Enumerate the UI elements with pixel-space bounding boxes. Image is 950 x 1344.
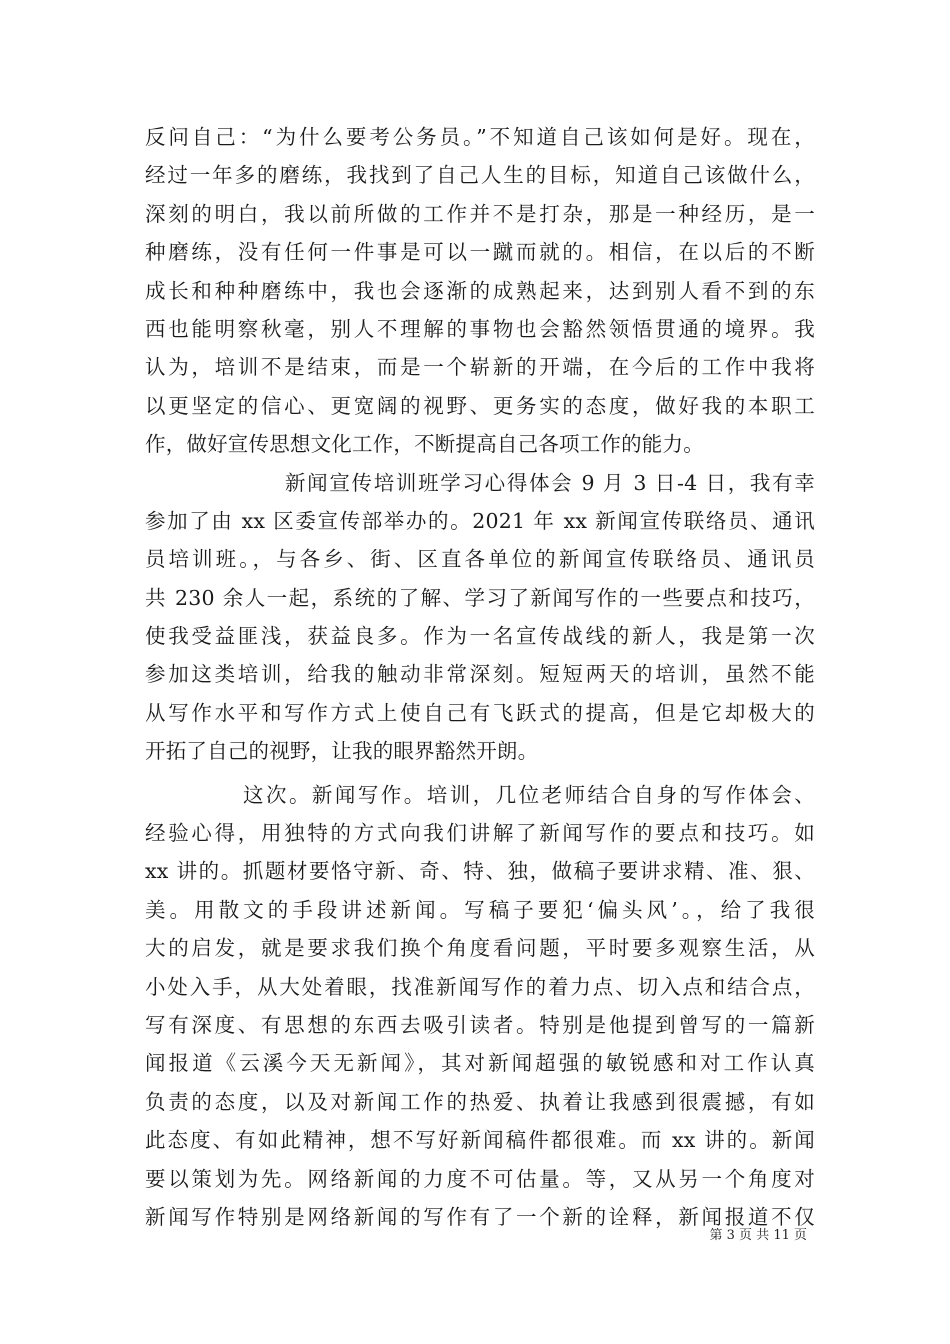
text-line: 种磨练，没有任何一件事是可以一蹴而就的。相信，在以后的不断 xyxy=(145,240,815,265)
paragraph-1 xyxy=(145,118,815,464)
text-line: 美。用散文的手段讲述新闻。写稿子要犯‘偏头风’。，给了我很 xyxy=(145,897,815,922)
text-line: 员培训班。，与各乡、街、区直各单位的新闻宣传联络员、通讯员 xyxy=(145,547,815,572)
text-line: 使我受益匪浅，获益良多。作为一名宣传战线的新人，我是第一次 xyxy=(145,624,815,649)
text-line: 认为，培训不是结束，而是一个崭新的开端，在今后的工作中我将 xyxy=(145,355,815,380)
document-body xyxy=(145,118,815,1236)
text-line: 参加这类培训，给我的触动非常深刻。短短两天的培训，虽然不能 xyxy=(145,662,815,687)
text-line: 这次。新闻写作。培训，几位老师结合自身的写作体会、 xyxy=(243,782,815,807)
text-line: 参加了由 xx 区委宣传部举办的。2021 年 xx 新闻宣传联络员、通讯 xyxy=(145,508,815,533)
text-line: 以更坚定的信心、更宽阔的视野、更务实的态度，做好我的本职工 xyxy=(145,393,815,418)
text-line: 经验心得，用独特的方式向我们讲解了新闻写作的要点和技巧。如 xyxy=(145,821,815,846)
text-line: 共 230 余人一起，系统的了解、学习了新闻写作的一些要点和技巧， xyxy=(145,585,815,610)
text-line: 反问自己：“为什么要考公务员。”不知道自己该如何是好。现在， xyxy=(145,125,815,149)
text-line: 负责的态度，以及对新闻工作的热爱、执着让我感到很震撼，有如 xyxy=(145,1089,815,1114)
text-line: 西也能明察秋毫，别人不理解的事物也会豁然领悟贯通的境界。我 xyxy=(145,316,815,341)
text-line: 要以策划为先。网络新闻的力度不可估量。等，又从另一个角度对 xyxy=(145,1166,815,1191)
page-number-footer: 第 3 页 共 11 页 xyxy=(709,1228,807,1243)
text-line: xx 讲的。抓题材要恪守新、奇、特、独，做稿子要讲求精、准、狠、 xyxy=(145,859,815,884)
text-line: 闻报道《云溪今天无新闻》，其对新闻超强的敏锐感和对工作认真 xyxy=(145,1051,815,1076)
text-line: 大的启发，就是要求我们换个角度看问题，平时要多观察生活，从 xyxy=(145,936,815,961)
text-line: 新闻写作特别是网络新闻的写作有了一个新的诠释，新闻报道不仅 xyxy=(145,1204,815,1229)
paragraph-2 xyxy=(145,464,815,771)
text-line: 经过一年多的磨练，我找到了自己人生的目标，知道自己该做什么， xyxy=(145,163,815,188)
text-line: 此态度、有如此精神，想不写好新闻稿件都很难。而 xx 讲的。新闻 xyxy=(145,1128,815,1153)
paragraph-3 xyxy=(145,776,815,1237)
text-line: 开拓了自己的视野，让我的眼界豁然开朗。 xyxy=(145,739,539,764)
text-line: 作，做好宣传思想文化工作，不断提高自己各项工作的能力。 xyxy=(145,432,704,457)
text-line: 新闻宣传培训班学习心得体会 9 月 3 日-4 日，我有幸 xyxy=(285,470,815,495)
text-line: 写有深度、有思想的东西去吸引读者。特别是他提到曾写的一篇新 xyxy=(145,1012,815,1037)
text-line: 从写作水平和写作方式上使自己有飞跃式的提高，但是它却极大的 xyxy=(145,700,815,725)
text-line: 深刻的明白，我以前所做的工作并不是打杂，那是一种经历，是一 xyxy=(145,201,815,226)
text-line: 成长和种种磨练中，我也会逐渐的成熟起来，达到别人看不到的东 xyxy=(145,278,815,303)
text-line: 小处入手，从大处着眼，找准新闻写作的着力点、切入点和结合点， xyxy=(145,974,815,999)
